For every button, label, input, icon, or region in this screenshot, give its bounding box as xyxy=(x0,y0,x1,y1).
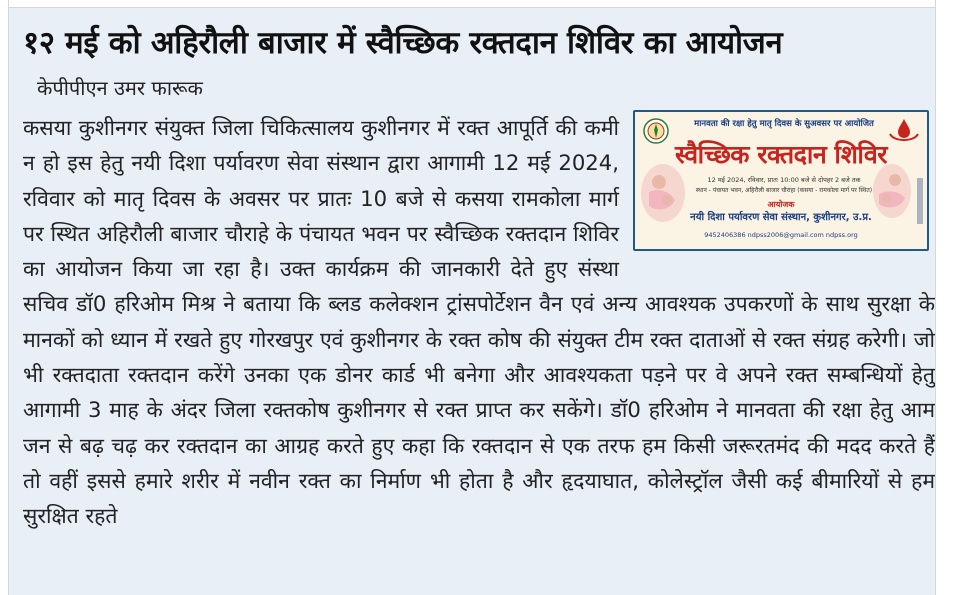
banner-tagline: मानवता की रक्षा हेतु मातृ दिवस के सुअवसर पर आयोजित xyxy=(694,119,874,129)
banner-organizer-label: आयोजक xyxy=(767,200,795,209)
article-byline: केपीपीएन उमर फारूक xyxy=(37,76,203,100)
banner-frame xyxy=(633,110,929,251)
banner-organizer: नयी दिशा पर्यावरण सेवा संस्थान, कुशीनगर, उ.प्र. xyxy=(690,212,872,223)
page-top-strip xyxy=(9,0,935,8)
article-body-text: कसया कुशीनगर संयुक्त जिला चिकित्सालय कुशीनगर में रक्त आपूर्ति की कमी न हो इस हेतु नयी दिशा पर्यावरण सेवा संस्थान द्वारा आगामी 12 मई 2024, रविवार को मातृ दिवस के अवसर पर प्रातः 10 बजे से कसया रामकोला मार्ग पर स्थित अहिरौली बाजार चौराहे के पंचायत भवन पर स्वैच्छिक रक्तदान शिविर का आयोजन किया जा रहा है। उक्त कार्यक्रम की जानकारी देते हुए संस्था सचिव डॉ0 हरिओम मिश्र ने बताया कि ब्लड कलेक्शन ट्रांसपोर्टेशन वैन एवं अन्य आवश्यक उपकरणों के साथ सुरक्षा के मानकों को ध्यान में रखते हुए गोरखपुर एवं कुशीनगर के रक्त कोष की संयुक्त टीम रक्त दाताओं से रक्त संग्रह करेगी। जो भी रक्तदाता रक्तदान करेंगे उनका एक डोनर कार्ड भी बनेगा और आवश्यकता पड़ने पर वे अपने रक्त सम्बन्धियों हेतु आगामी 3 माह के अंदर जिला रक्तकोष कुशीनगर से रक्त प्राप्त कर सकेंगे। डॉ0 हरिओम ने मानवता की रक्षा हेतु आम जन से बढ़ चढ़ कर रक्तदान का आग्रह करते हुए कहा कि रक्तदान से एक तरफ हम किसी जरूरतमंद की मदद करते हैं तो वहीं इससे हमारे शरीर में नवीन रक्त का निर्माण भी होता है और हृदयाघात, कोलेस्ट्रॉल जैसी कई बीमारियों से हम सुरक्षित रहते xyxy=(23,115,935,529)
banner-date-line: 12 मई 2024, रविवार, प्रातः 10:00 बजे से दोपहर 2 बजे तक xyxy=(707,176,861,184)
article-headline: १२ मई को अहिरौली बाजार में स्वैच्छिक रक्तदान शिविर का आयोजन xyxy=(23,25,783,61)
banner-contact: 9452406386 ndpss2006@gmail.com ndpss.org xyxy=(704,231,858,239)
blood-donation-banner-ad xyxy=(633,110,935,255)
banner-title: स्वैच्छिक रक्तदान शिविर xyxy=(674,140,887,169)
banner-venue-line: स्थान - पंचायत भवन, अहिरौली बाजार चौराहा (कसया - रामकोला मार्ग पर स्थित) xyxy=(695,187,873,194)
newspaper-page xyxy=(8,0,936,595)
article-body xyxy=(23,110,935,534)
